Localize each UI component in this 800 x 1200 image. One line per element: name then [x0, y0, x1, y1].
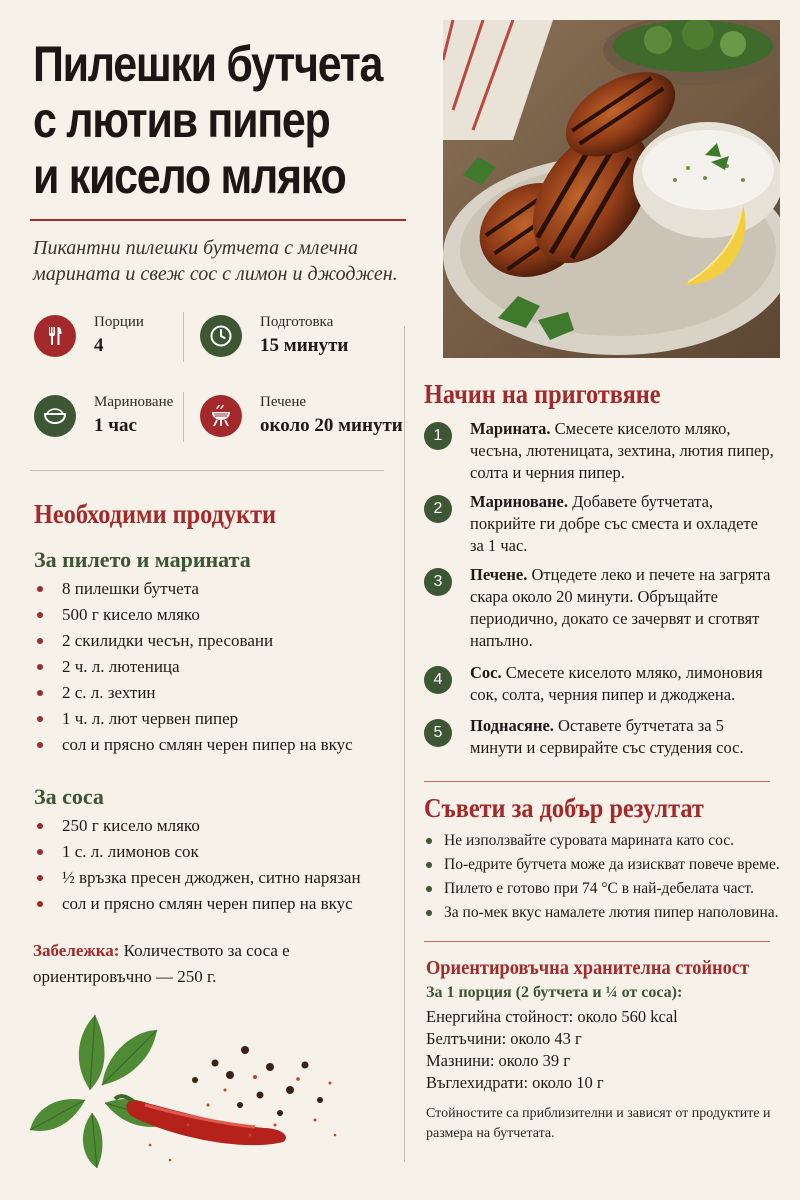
ingredient-item: 2 скилидки чесън, пресовани — [34, 628, 353, 654]
clock-icon — [200, 315, 242, 357]
nutrition-subheading: За 1 порция (2 бутчета и ¼ от соса): — [426, 984, 683, 1001]
step-number: 1 — [424, 422, 452, 450]
tips-heading: Съвети за добър резултат — [424, 793, 704, 823]
step-number: 3 — [424, 568, 452, 596]
ingredient-item: 250 г кисело мляко — [34, 813, 361, 839]
step-title: Сос. — [470, 663, 502, 682]
grill-icon — [200, 395, 242, 437]
stat-servings — [34, 313, 144, 358]
ingredient-item: 1 с. л. лимонов сок — [34, 839, 361, 865]
stat-cook-time — [200, 393, 403, 438]
fork-knife-icon — [34, 315, 76, 357]
step-text: Оставете бутчетата за 5 минути и сервирайте със студения сос. — [470, 716, 744, 757]
stat-value: 4 — [94, 335, 104, 356]
bowl-icon — [34, 395, 76, 437]
ingredient-list-chicken — [34, 576, 353, 758]
method-heading: Начин на приготвяне — [424, 379, 661, 409]
ingredient-item: сол и прясно смлян черен пипер на вкус — [34, 891, 361, 917]
nutrition-list — [426, 1006, 678, 1094]
ingredient-item: 1 ч. л. лют червен пипер — [34, 706, 353, 732]
method-step — [424, 418, 784, 484]
step-title: Поднасяне. — [470, 716, 554, 735]
title-divider — [30, 219, 406, 221]
nutrition-footnote: Стойностите са приблизителни и зависят от продуктите и размера на бутчетата. — [426, 1106, 771, 1141]
subtitle-line: Пикантни пилешки бутчета с млечна — [33, 237, 359, 259]
tip-item: По-едрите бутчета може да изискват повече време. — [424, 853, 794, 877]
step-number: 5 — [424, 719, 452, 747]
stat-value: около 20 минути — [260, 415, 403, 436]
nutrition-item: Белтъчини: около 43 г — [426, 1029, 582, 1048]
stat-label: Печене — [260, 394, 307, 410]
stat-value: 15 минути — [260, 335, 349, 356]
note-label: Забележка: — [33, 941, 120, 960]
method-step — [424, 564, 784, 652]
hero-food-photo — [443, 20, 780, 358]
page-title — [33, 36, 386, 204]
step-title: Мариноване. — [470, 492, 568, 511]
ingredients-heading: Необходими продукти — [34, 499, 277, 529]
nutrition-heading: Ориентировъчна хранителна стойност — [426, 957, 750, 979]
stat-label: Порции — [94, 314, 144, 330]
title-line: Пилешки бутчета — [33, 36, 383, 92]
tips-list — [424, 829, 794, 925]
step-text: Смесете киселото мляко, лимоновия сок, солта, черния пипер и джоджена. — [470, 663, 763, 704]
ingredient-group-title: За пилето и марината — [34, 547, 251, 572]
nutrition-item: Енергийна стойност: около 560 kcal — [426, 1007, 678, 1026]
title-line: и кисело мляко — [33, 148, 346, 204]
section-divider — [424, 941, 770, 942]
sauce-note — [33, 938, 343, 990]
nutrition-item: Мазнини: около 39 г — [426, 1051, 571, 1070]
ingredient-item: 2 ч. л. лютеница — [34, 654, 353, 680]
stat-value: 1 час — [94, 415, 137, 436]
method-step — [424, 715, 784, 759]
ingredient-item: сол и прясно смлян черен пипер на вкус — [34, 732, 353, 758]
stat-prep-time — [200, 313, 348, 358]
step-text: Добавете бутчетата, покрийте ги добре със сместа и охладете за 1 час. — [470, 492, 758, 555]
subtitle-line: марината и свеж сос с лимон и джоджен. — [33, 263, 398, 285]
step-title: Марината. — [470, 419, 551, 438]
stat-divider — [183, 312, 184, 362]
ingredient-item: 8 пилешки бутчета — [34, 576, 353, 602]
stat-marinating — [34, 393, 173, 438]
section-divider — [30, 470, 384, 471]
ingredient-group-title: За соса — [34, 784, 104, 809]
method-step — [424, 491, 784, 557]
note-text: Количеството за соса е ориентировъчно — 250 г. — [33, 941, 290, 986]
tip-item: Не използвайте суровата марината като сос. — [424, 829, 794, 853]
step-title: Печене. — [470, 565, 528, 584]
stat-label: Мариноване — [94, 394, 174, 410]
step-number: 2 — [424, 495, 452, 523]
tip-item: За по-мек вкус намалете лютия пипер наполовина. — [424, 901, 794, 925]
ingredient-item: 2 с. л. зехтин — [34, 680, 353, 706]
step-text: Смесете киселото мляко, чесъна, лютеницата, зехтина, лютия пипер, солта и черния пипер. — [470, 419, 774, 482]
ingredient-item: ½ връзка пресен джоджен, ситно нарязан — [34, 865, 361, 891]
nutrition-item: Въглехидрати: около 10 г — [426, 1073, 604, 1092]
step-number: 4 — [424, 666, 452, 694]
title-line: с лютив пипер — [33, 92, 330, 148]
method-step — [424, 662, 784, 706]
section-divider — [424, 781, 770, 782]
column-divider — [404, 326, 405, 1162]
ingredient-list-sauce — [34, 813, 361, 917]
step-text: Отцедете леко и печете на загрята скара около 20 минути. Обръщайте периодично, докато се зачервят и сготвят напълно. — [470, 565, 771, 650]
stat-label: Подготовка — [260, 314, 334, 330]
tip-item: Пилето е готово при 74 °C в най-дебелата част. — [424, 877, 794, 901]
stat-divider — [183, 392, 184, 442]
recipe-subtitle — [33, 235, 423, 287]
ingredient-item: 500 г кисело мляко — [34, 602, 353, 628]
herbs-and-chili-decoration — [30, 995, 360, 1175]
